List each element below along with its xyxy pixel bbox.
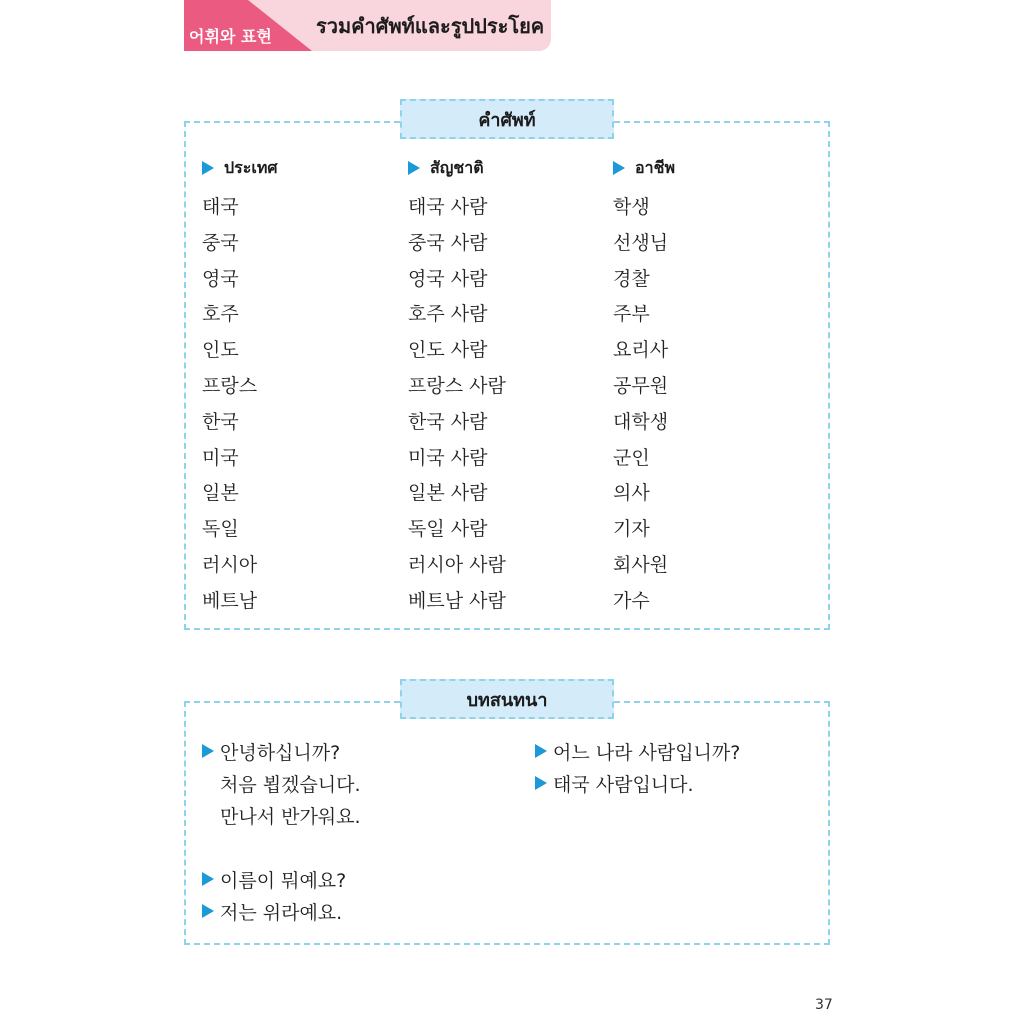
section-label: 어휘와 표현 xyxy=(189,27,272,46)
dialogue-text: 저는 위라예요. xyxy=(220,901,343,924)
right-arrow-icon xyxy=(202,744,214,758)
right-arrow-icon xyxy=(202,904,214,918)
list-item: 한국 xyxy=(202,410,239,433)
column-heading-label: ประเทศ xyxy=(224,157,278,177)
right-arrow-icon xyxy=(535,776,547,790)
list-item: 가수 xyxy=(613,589,650,612)
column-heading-label: อาชีพ xyxy=(635,157,675,177)
list-item: 프랑스 xyxy=(202,374,258,397)
list-item: 베트남 사람 xyxy=(408,589,506,612)
list-item: 대학생 xyxy=(613,410,669,433)
vocab-list xyxy=(202,193,278,623)
list-item: 기자 xyxy=(613,518,650,541)
dialogue-line xyxy=(202,895,532,927)
vocab-title: คำศัพท์ xyxy=(400,99,614,139)
right-arrow-icon xyxy=(613,161,625,175)
dialogue-text: 만나서 반가워요. xyxy=(220,805,361,828)
list-item: 중국 xyxy=(202,231,239,254)
list-item: 주부 xyxy=(613,303,650,326)
vocab-column-occupation xyxy=(613,155,675,623)
list-item: 경찰 xyxy=(613,267,650,290)
list-item: 러시아 사람 xyxy=(408,553,506,576)
dialogue-line xyxy=(202,767,532,799)
page-title: รวมคำศัพท์และรูปประโยค xyxy=(316,14,545,38)
list-item: 선생님 xyxy=(613,231,669,254)
list-item: 독일 xyxy=(202,518,239,541)
list-item: 일본 사람 xyxy=(408,482,488,505)
list-item: 프랑스 사람 xyxy=(408,374,506,397)
dialogue-line xyxy=(202,735,532,767)
conversation-left xyxy=(202,735,532,927)
list-item: 의사 xyxy=(613,482,650,505)
list-item: 미국 xyxy=(202,446,239,469)
list-item: 영국 xyxy=(202,267,239,290)
page-number: 37 xyxy=(815,997,833,1013)
dialogue-line xyxy=(535,767,815,799)
vocab-box xyxy=(184,121,830,630)
list-item: 인도 사람 xyxy=(408,339,488,362)
right-arrow-icon xyxy=(202,872,214,886)
list-item: 한국 사람 xyxy=(408,410,488,433)
conversation-title: บทสนทนา xyxy=(400,679,614,719)
vocab-list xyxy=(408,193,506,623)
list-item: 공무원 xyxy=(613,374,669,397)
list-item: 태국 사람 xyxy=(408,196,488,218)
list-item: 영국 사람 xyxy=(408,267,488,290)
list-item: 베트남 xyxy=(202,589,258,612)
vocab-column-country xyxy=(202,155,278,623)
right-arrow-icon xyxy=(535,744,547,758)
list-item: 요리사 xyxy=(613,339,669,362)
list-item: 학생 xyxy=(613,196,650,218)
list-item: 회사원 xyxy=(613,553,669,576)
conversation-right xyxy=(535,735,815,799)
dialogue-text: 이름이 뭐예요? xyxy=(220,869,347,892)
dialogue-text: 어느 나라 사람입니까? xyxy=(553,741,741,764)
vocab-column-nationality xyxy=(408,155,506,623)
dialogue-line xyxy=(202,799,532,831)
list-item: 군인 xyxy=(613,446,650,469)
list-item: 일본 xyxy=(202,482,239,505)
list-item: 호주 xyxy=(202,303,239,326)
right-arrow-icon xyxy=(408,161,420,175)
column-heading xyxy=(408,155,506,181)
list-item: 독일 사람 xyxy=(408,518,488,541)
dialogue-line xyxy=(535,735,815,767)
column-heading xyxy=(202,155,278,181)
dialogue-text: 안녕하십니까? xyxy=(220,741,341,764)
dialogue-spacer xyxy=(202,831,532,863)
column-heading-label: สัญชาติ xyxy=(430,157,484,177)
dialogue-line xyxy=(202,863,532,895)
list-item: 호주 사람 xyxy=(408,303,488,326)
list-item: 인도 xyxy=(202,339,239,362)
right-arrow-icon xyxy=(202,161,214,175)
list-item: 중국 사람 xyxy=(408,231,488,254)
list-item: 태국 xyxy=(202,196,239,218)
list-item: 미국 사람 xyxy=(408,446,488,469)
dialogue-text: 태국 사람입니다. xyxy=(553,773,694,796)
column-heading xyxy=(613,155,675,181)
dialogue-text: 처음 뵙겠습니다. xyxy=(220,773,361,796)
vocab-list xyxy=(613,193,675,623)
list-item: 러시아 xyxy=(202,553,258,576)
